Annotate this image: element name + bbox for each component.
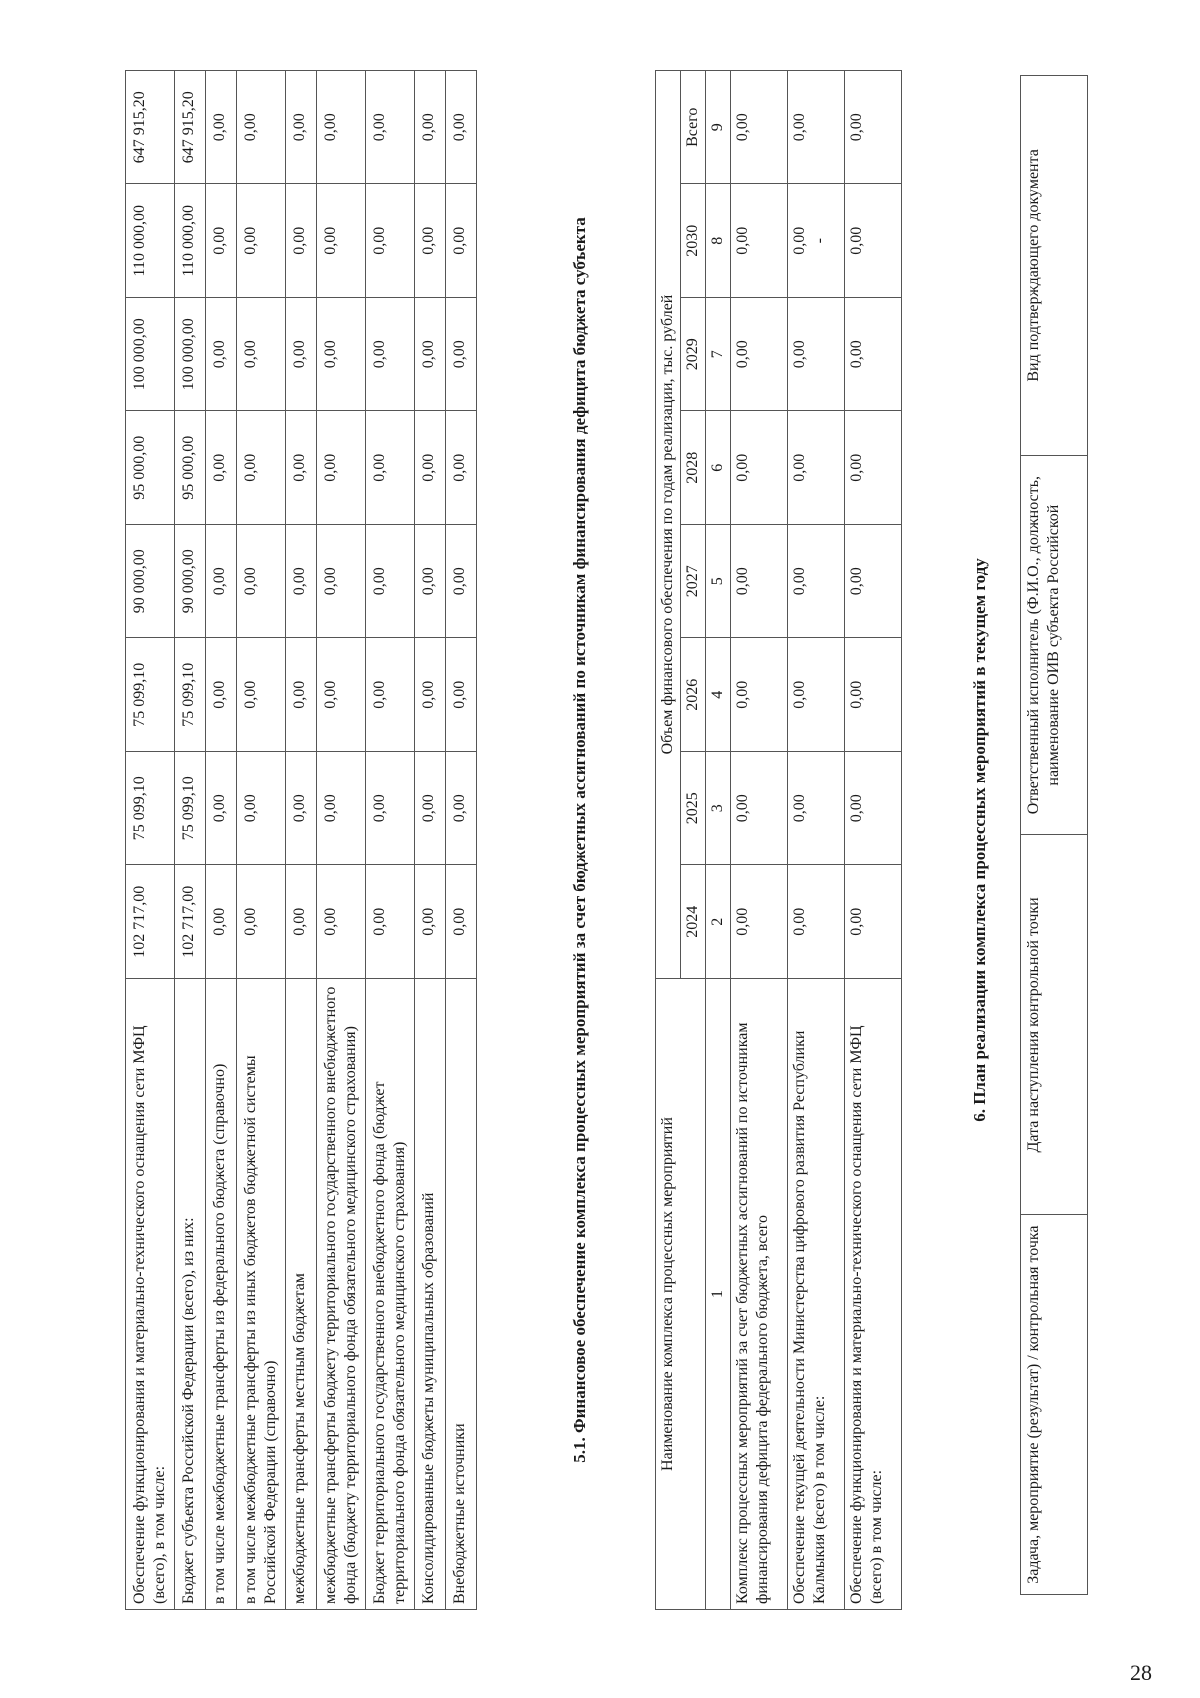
value-cell: 0,00 (415, 298, 446, 412)
row-label: Комплекс процессных мероприятий за счет бюджетных ассигнований по источникам финансирования дефицита федерального бюджета, всего (731, 979, 788, 1610)
value-cell: 0,00 (788, 298, 845, 412)
value-cell: 0,00 (237, 525, 286, 639)
value-cell: 0,00 (206, 865, 237, 979)
value-cell: 0,00 (366, 638, 415, 752)
value-cell: 0,00 (788, 865, 845, 979)
row-label: Бюджет территориального государственного внебюджетного фонда (бюджет территориального фонда обязательного медицинского страхования) (366, 979, 415, 1610)
value-cell: 0,00 (845, 638, 902, 752)
value-cell: 0,00 (446, 638, 477, 752)
row-label: в том числе межбюджетные трансферты из иных бюджетов бюджетной системы Российской Федерации (справочно) (237, 979, 286, 1610)
table-row (286, 71, 317, 1610)
column-number: 9 (706, 71, 731, 185)
value-cell: 95 000,00 (126, 411, 175, 525)
column-number: 1 (706, 979, 731, 1610)
value-cell: 0,00 (237, 411, 286, 525)
year-header: 2025 (681, 752, 706, 866)
plan-column-header: Задача, мероприятие (результат) / контрольная точка (1021, 1215, 1088, 1595)
value-cell: 0,00 (788, 411, 845, 525)
value-cell: 0,00 (845, 525, 902, 639)
value-cell: 90 000,00 (175, 525, 206, 639)
table-row (206, 71, 237, 1610)
value-cell: 0,00 (317, 525, 366, 639)
value-cell: 0,00 (317, 298, 366, 412)
value-cell: 0,00 (446, 525, 477, 639)
column-number: 3 (706, 752, 731, 866)
section-5-1-title: 5.1. Финансовое обеспечение комплекса процессных мероприятий за счет бюджетных ассигнований по источникам финансирования дефицита бюджета субъекта (570, 217, 589, 1463)
value-cell: 0,00 (446, 752, 477, 866)
value-cell: 75 099,10 (126, 752, 175, 866)
year-header: 2026 (681, 638, 706, 752)
value-cell: 0,00 (366, 71, 415, 185)
value-cell: 95 000,00 (175, 411, 206, 525)
value-cell: 0,00 (415, 752, 446, 866)
plan-table (1020, 75, 1088, 1595)
value-cell: 75 099,10 (175, 752, 206, 866)
value-cell: 0,00 (446, 865, 477, 979)
value-cell: 0,00 (237, 752, 286, 866)
value-cell: 0,00 (317, 411, 366, 525)
row-label: Обеспечение функционирования и материально-технического оснащения сети МФЦ (всего), в том числе: (126, 979, 175, 1610)
section-6-title: 6. План реализации комплекса процессных мероприятий в текущем году (970, 558, 989, 1122)
value-cell: 0,00 (845, 71, 902, 185)
funding-table-body (126, 71, 477, 1610)
table-row (845, 71, 902, 1610)
row-label: Бюджет субъекта Российской Федерации (всего), из них: (175, 979, 206, 1610)
plan-column-header: Дата наступления контрольной точки (1021, 835, 1088, 1215)
column-number: 5 (706, 525, 731, 639)
table-row (415, 71, 446, 1610)
value-cell: 102 717,00 (126, 865, 175, 979)
year-header: 2024 (681, 865, 706, 979)
value-cell: 0,00 (206, 525, 237, 639)
value-cell: 0,00 (317, 865, 366, 979)
dash-note: - (811, 238, 828, 244)
value-cell: 0,00 (366, 184, 415, 298)
table-row (788, 71, 845, 1610)
column-number: 4 (706, 638, 731, 752)
row-label: в том числе межбюджетные трансферты из федерального бюджета (справочно) (206, 979, 237, 1610)
value-cell: 100 000,00 (126, 298, 175, 412)
value-cell: 0,00 (206, 71, 237, 185)
table-row (237, 71, 286, 1610)
table-row (366, 71, 415, 1610)
value-cell: 0,00 (317, 184, 366, 298)
column-number: 6 (706, 411, 731, 525)
column-number: 7 (706, 298, 731, 412)
value-cell: 0,00 (286, 752, 317, 866)
value-cell: 0,00 (415, 865, 446, 979)
column-number: 2 (706, 865, 731, 979)
table-row (731, 71, 788, 1610)
row-label: межбюджетные трансферты бюджету территориального государственного внебюджетного фонда (бюджету территориального фонда обязательного медицинского страхования) (317, 979, 366, 1610)
rotated-page (90, 60, 1100, 1620)
value-cell: 0,00 (731, 411, 788, 525)
table-row (317, 71, 366, 1610)
row-label: Внебюджетные источники (446, 979, 477, 1610)
value-cell: 0,00 (237, 298, 286, 412)
value-cell: 0,00 (366, 865, 415, 979)
value-cell: 0,00 (788, 525, 845, 639)
value-cell: 0,00 (366, 525, 415, 639)
value-cell: 102 717,00 (175, 865, 206, 979)
value-cell: 0,00 (415, 525, 446, 639)
row-label: Консолидированные бюджеты муниципальных образований (415, 979, 446, 1610)
value-cell: 0,00 (415, 411, 446, 525)
deficit-name-header: Наименование комплекса процессных мероприятий (656, 979, 706, 1610)
value-cell: 0,00 (731, 865, 788, 979)
value-cell: 0,00 (415, 184, 446, 298)
value-cell: 0,00 (286, 298, 317, 412)
value-cell: 0,00 (286, 525, 317, 639)
value-cell: 0,00 (206, 298, 237, 412)
value-cell: 0,00 (845, 752, 902, 866)
deficit-colnum-row (706, 71, 731, 1610)
table-row (446, 71, 477, 1610)
value-cell: 0,00 (845, 184, 902, 298)
value-cell: 75 099,10 (175, 638, 206, 752)
value-cell: 0,00 (237, 71, 286, 185)
table-row (175, 71, 206, 1610)
year-header: 2029 (681, 298, 706, 412)
row-label: Обеспечение текущей деятельности Министерства цифрового развития Республики Калмыкия (всего) в том числе: (788, 979, 845, 1610)
value-cell: 100 000,00 (175, 298, 206, 412)
value-cell: 0,00 (731, 525, 788, 639)
page-number: 28 (1130, 1660, 1152, 1685)
value-cell: 0,00 (788, 752, 845, 866)
year-header: Всего (681, 71, 706, 185)
value-cell: 0,00 (286, 865, 317, 979)
column-number: 8 (706, 184, 731, 298)
value-cell: 0,00 (446, 298, 477, 412)
value-cell: 0,00 (845, 298, 902, 412)
value-cell: 0,00 (317, 638, 366, 752)
plan-table-header-row (1021, 76, 1088, 1595)
value-cell: 0,00 (206, 411, 237, 525)
value-cell: 0,00 (415, 638, 446, 752)
value-cell: 647 915,20 (126, 71, 175, 185)
year-header: 2028 (681, 411, 706, 525)
value-cell: 0,00 (366, 411, 415, 525)
value-cell: 0,00 (731, 71, 788, 185)
value-cell: 0,00 (845, 865, 902, 979)
value-cell: 0,00 (731, 752, 788, 866)
deficit-table-head (656, 71, 731, 1610)
value-cell: 0,00 (446, 71, 477, 185)
deficit-table-header-row (656, 71, 681, 1610)
year-header: 2027 (681, 525, 706, 639)
value-cell: 110 000,00 (175, 184, 206, 298)
funding-table (125, 70, 477, 1610)
value-cell: 0,00 (317, 752, 366, 866)
row-label: Обеспечение функционирования и материально-технического оснащения сети МФЦ (всего) в том числе: (845, 979, 902, 1610)
value-cell: 0,00 (731, 638, 788, 752)
value-cell: 0,00 (415, 71, 446, 185)
deficit-group-header: Объем финансового обеспечения по годам реализации, тыс. рублей (656, 71, 681, 979)
value-cell: 0,00 (286, 71, 317, 185)
value-cell: 0,00 (237, 638, 286, 752)
plan-column-header: Ответственный исполнитель (Ф.И.О., должность, наименование ОИВ субъекта Российской (1021, 455, 1088, 835)
value-cell: 0,00 (845, 411, 902, 525)
value-cell: 75 099,10 (126, 638, 175, 752)
value-cell: 0,00 (237, 184, 286, 298)
value-cell: 0,00 (366, 298, 415, 412)
value-cell: 0,00 - (788, 184, 845, 298)
value-cell: 647 915,20 (175, 71, 206, 185)
value-cell: 0,00 (366, 752, 415, 866)
row-label: межбюджетные трансферты местным бюджетам (286, 979, 317, 1610)
value-cell: 0,00 (731, 184, 788, 298)
value-cell: 0,00 (286, 184, 317, 298)
plan-column-header: Вид подтверждающего документа (1021, 76, 1088, 456)
value-cell: 0,00 (237, 865, 286, 979)
value-cell: 0,00 (206, 752, 237, 866)
value-cell: 90 000,00 (126, 525, 175, 639)
value-cell: 0,00 (317, 71, 366, 185)
table-row (126, 71, 175, 1610)
value-cell: 0,00 (206, 638, 237, 752)
value-cell: 0,00 (731, 298, 788, 412)
value-cell: 110 000,00 (126, 184, 175, 298)
value-cell: 0,00 (788, 71, 845, 185)
value-cell: 0,00 (446, 184, 477, 298)
value-cell: 0,00 (446, 411, 477, 525)
value-cell: 0,00 (788, 638, 845, 752)
value-cell: 0,00 (206, 184, 237, 298)
value-cell: 0,00 (286, 411, 317, 525)
value-cell: 0,00 (286, 638, 317, 752)
deficit-table-body (731, 71, 902, 1610)
deficit-funding-table (655, 70, 902, 1610)
year-header: 2030 (681, 184, 706, 298)
